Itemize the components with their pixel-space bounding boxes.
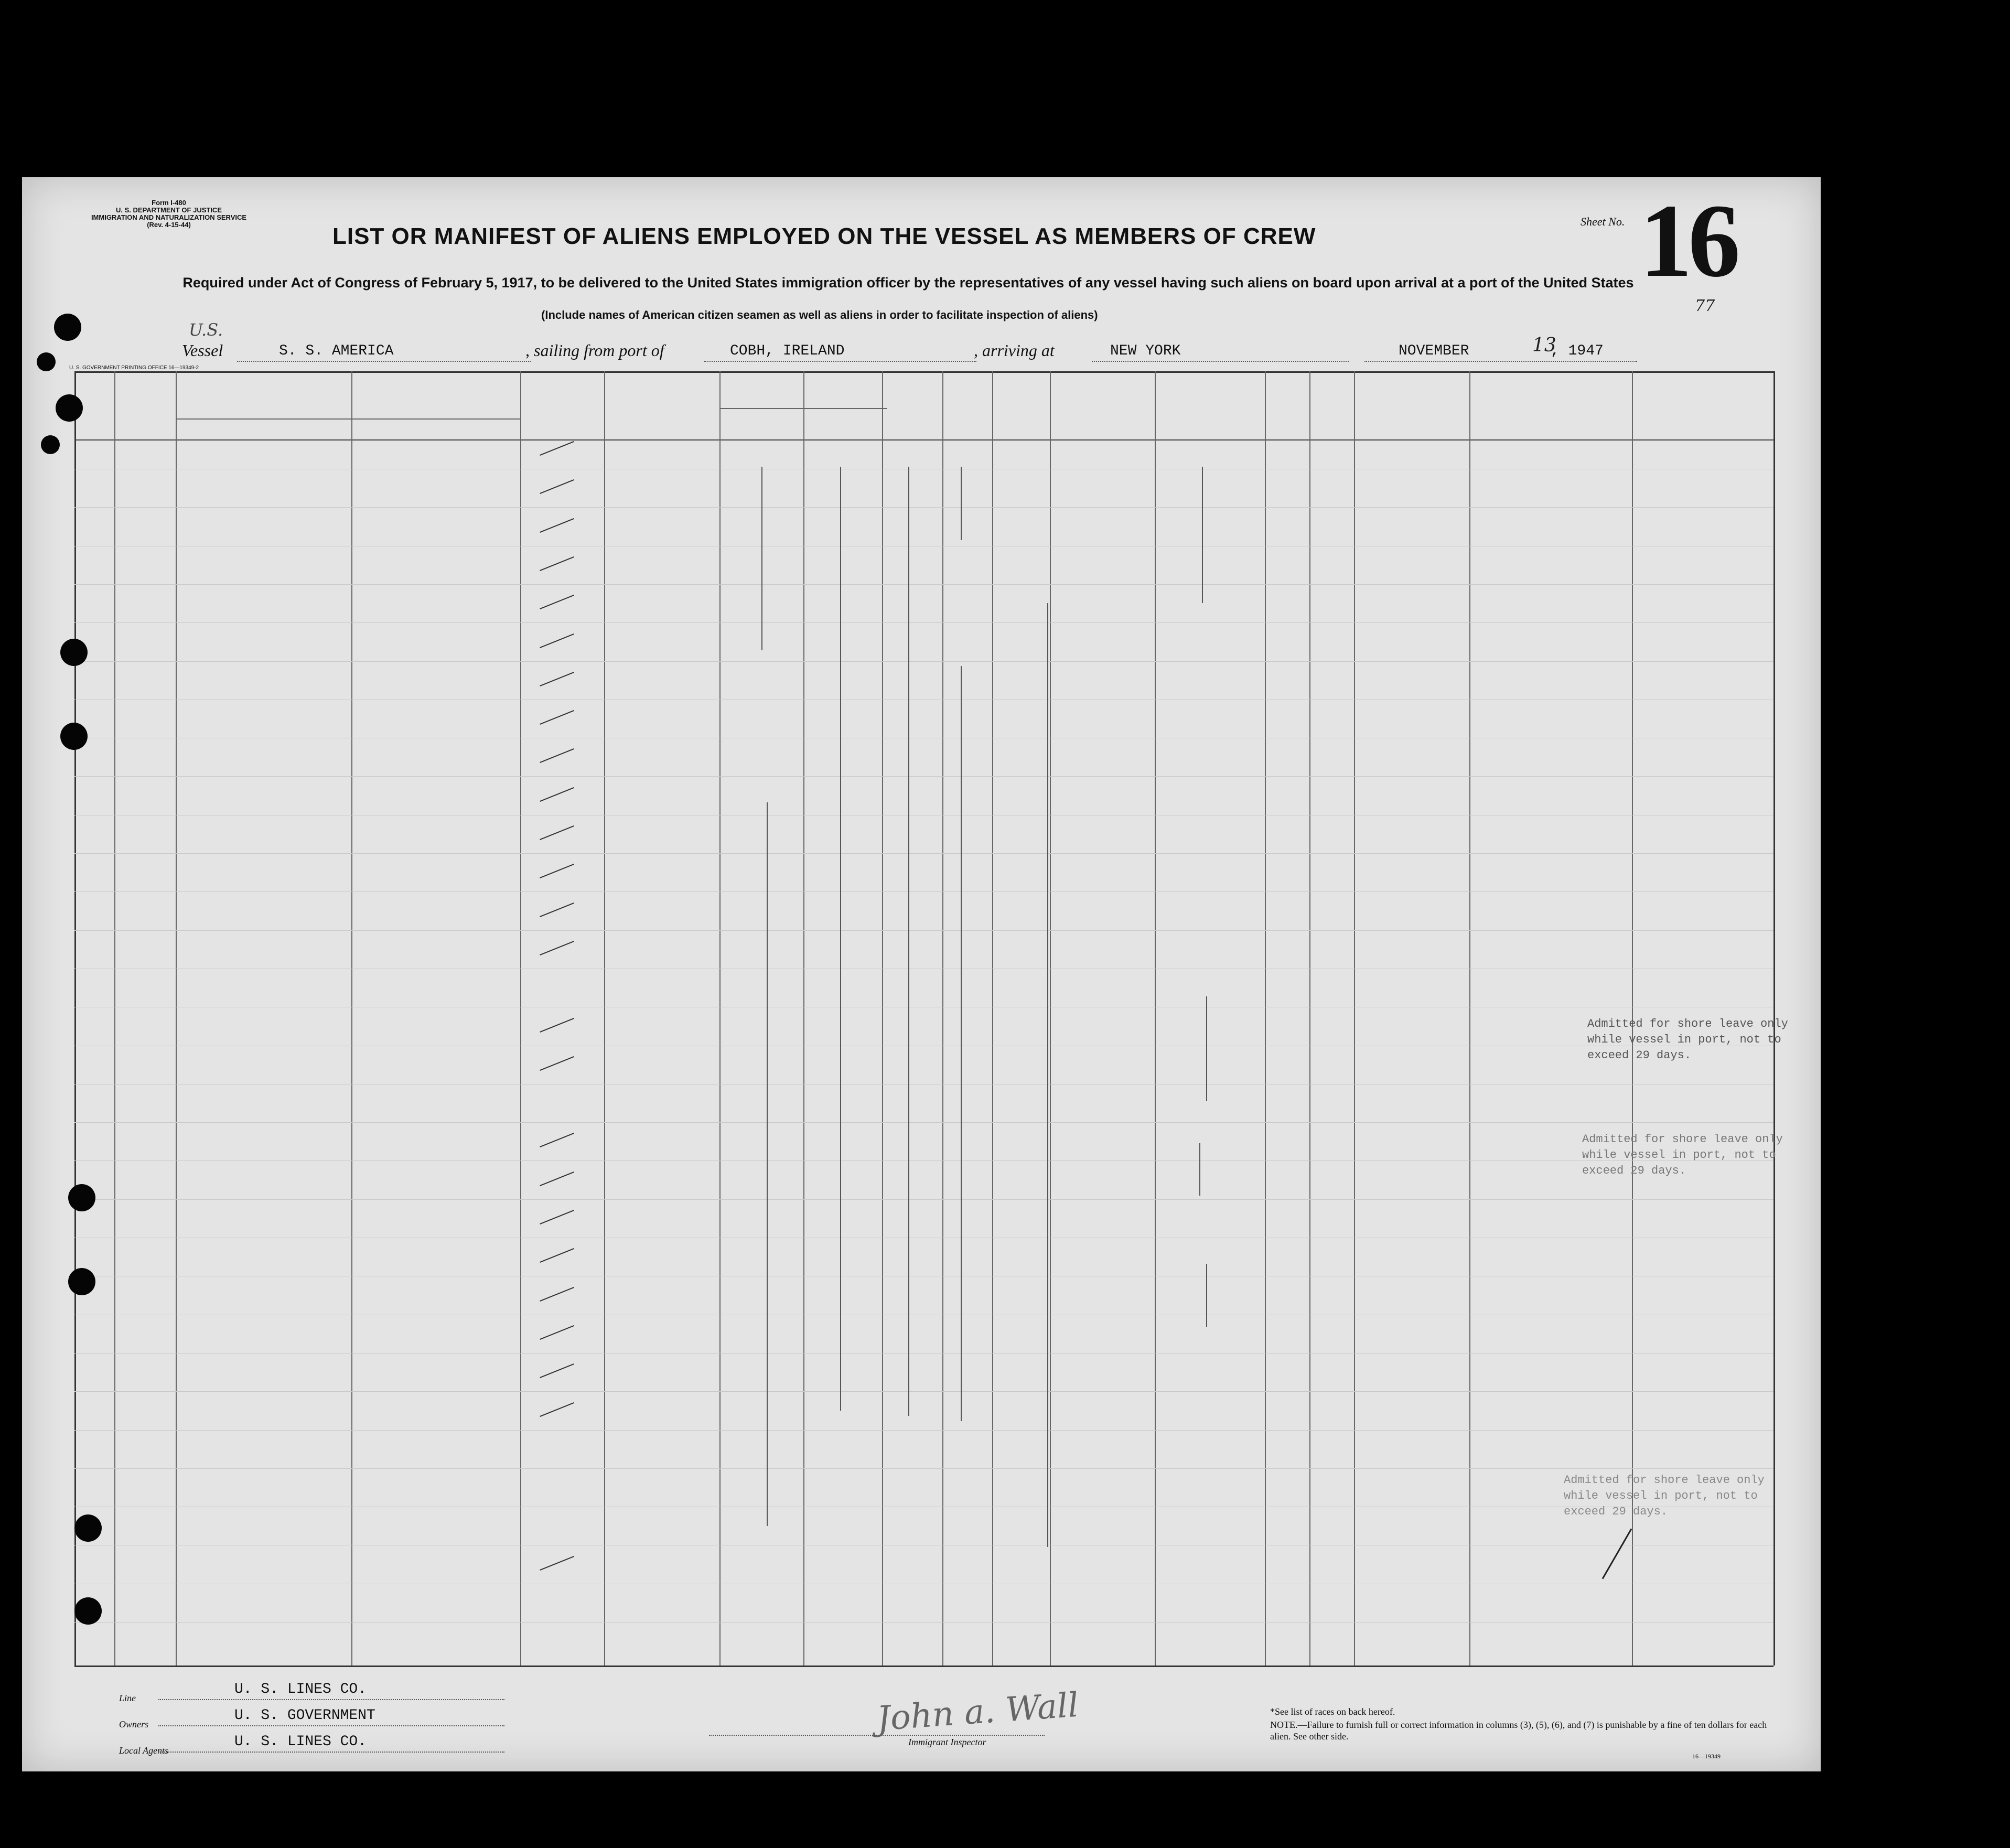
sheet-number: 16 [1640,183,1736,299]
punch-hole [74,1514,102,1542]
ditto-mark [1047,603,1048,1547]
punch-hole [60,723,88,750]
punch-hole [37,352,56,371]
punch-hole [56,394,83,422]
column-rule [1354,371,1355,1666]
length-of-service-dash [540,672,574,686]
form-code: 16—19349 [1692,1753,1721,1760]
length-of-service-dash [540,1056,574,1071]
ditto-mark [767,802,768,1526]
remarks-stamp: Admitted for shore leave only while vessel in port, not to exceed 29 days. [1582,1133,1783,1177]
owners-value: U. S. GOVERNMENT [234,1707,375,1724]
length-of-service-dash [540,633,574,648]
vessel-mark: U.S. [189,320,223,340]
printing-office-note: U. S. GOVERNMENT PRINTING OFFICE 16—19349-2 [69,365,199,371]
row-rule [74,1622,1773,1623]
column-rule [114,371,115,1666]
row-rule [74,853,1773,854]
length-of-service-dash [540,748,574,763]
length-of-service-dash [540,1287,574,1302]
length-of-service-dash [540,710,574,725]
table-top-rule [74,371,1773,373]
form-number: Form I-480 [152,199,186,207]
column-rule [1265,371,1266,1666]
name-subhead-rule [176,418,520,420]
length-of-service-dash [540,479,574,494]
port-to: NEW YORK [1110,343,1181,359]
column-rule [942,371,943,1666]
document-subtitle-note: (Include names of American citizen seamen as well as aliens in order to facilitate inspection of aliens) [541,308,1098,321]
ditto-mark [1202,467,1203,603]
column-rule [882,371,883,1666]
length-of-service-dash [540,441,574,456]
length-of-service-dash [540,902,574,917]
column-rule [1309,371,1310,1666]
row-rule [74,1430,1773,1431]
row-rule [74,1391,1773,1392]
length-of-service-dash [540,518,574,533]
port-from: COBH, IRELAND [730,343,845,359]
vessel-label: Vessel [182,341,223,360]
length-of-service-dash [540,787,574,802]
ditto-mark [961,467,962,540]
vessel-name: S. S. AMERICA [279,343,394,359]
inspector-signature: John a. Wall [875,1685,1080,1739]
column-rule [992,371,993,1666]
column-rule [74,371,76,1666]
ditto-mark [908,467,909,1416]
row-rule [74,1199,1773,1200]
ditto-mark [1206,1264,1207,1327]
length-of-service-dash [540,825,574,840]
document-subtitle: Required under Act of Congress of February 5, 1917, to be delivered to the United States immigration officer by the representatives of any vessel having such aliens on board upon arrival at a port of the United States [182,275,1634,291]
shipped-subhead-rule [719,408,887,409]
agents-label: Local Agents [119,1745,169,1756]
owners-label: Owners [119,1719,149,1729]
column-rule [520,371,521,1666]
punch-hole [60,639,88,666]
line-underline [158,1699,504,1700]
column-rule [351,371,352,1666]
owners-underline [158,1725,504,1726]
line-label: Line [119,1693,136,1703]
length-of-service-dash [540,1402,574,1416]
column-rule [803,371,804,1666]
table-bottom-rule [74,1666,1773,1667]
sailing-label: , sailing from port of [525,341,664,360]
line-value: U. S. LINES CO. [234,1681,367,1697]
column-rule [719,371,721,1666]
length-of-service-dash [540,1556,574,1571]
row-rule [74,1468,1773,1469]
row-rule [74,891,1773,892]
column-rule [1050,371,1051,1666]
department: U. S. DEPARTMENT OF JUSTICE [116,206,222,214]
crew-table [22,177,1821,1771]
row-rule [74,507,1773,508]
row-rule [74,622,1773,623]
document-title: LIST OR MANIFEST OF ALIENS EMPLOYED ON THE VESSEL AS MEMBERS OF CREW [332,223,1316,249]
length-of-service-dash [540,1363,574,1378]
remarks-stamp: Admitted for shore leave only while vessel in port, not to exceed 29 days. [1564,1474,1765,1518]
arrival-day: 13 [1532,335,1556,356]
column-rule [1155,371,1156,1666]
column-rule [604,371,605,1666]
arrival-year: , 1947 [1551,343,1604,359]
length-of-service-dash [540,556,574,571]
punch-hole [54,314,81,341]
sheet-label: Sheet No. [1581,215,1625,228]
form-revision: (Rev. 4-15-44) [147,221,191,229]
length-of-service-dash [540,1248,574,1263]
agents-value: U. S. LINES CO. [234,1734,367,1750]
punch-hole [41,435,60,454]
arriving-label: , arriving at [974,341,1055,360]
length-of-service-dash [540,1133,574,1147]
row-rule [74,776,1773,777]
ditto-mark [1199,1143,1200,1196]
table-header-rule [74,439,1773,440]
agents-underline [158,1752,504,1753]
arrival-month: NOVEMBER [1399,343,1469,359]
row-rule [74,584,1773,585]
length-of-service-dash [540,1325,574,1340]
length-of-service-dash [540,864,574,878]
inspector-label: Immigrant Inspector [908,1737,986,1747]
ditto-mark [1206,996,1207,1101]
column-rule [176,371,177,1666]
ditto-mark [840,467,841,1411]
service-name: IMMIGRATION AND NATURALIZATION SERVICE [91,213,247,221]
punch-hole [74,1597,102,1625]
punch-hole [68,1184,95,1211]
length-of-service-dash [540,1017,574,1032]
ditto-mark [761,467,762,650]
penalty-note: NOTE.—Failure to furnish full or correct information in columns (3), (5), (6), and (7) is punishable by a fine of ten dollars for each alien. See other side. [1270,1720,1767,1742]
manifest-sheet [22,177,1821,1771]
punch-hole [68,1268,95,1295]
row-rule [74,661,1773,662]
length-of-service-dash [540,1172,574,1186]
row-rule [74,930,1773,931]
row-rule [74,1122,1773,1123]
ditto-mark [961,666,962,1421]
length-of-service-dash [540,941,574,955]
length-of-service-dash [540,595,574,609]
remarks-stamp: Admitted for shore leave only while vessel in port, not to exceed 29 days. [1587,1017,1788,1062]
signature-underline [709,1735,1045,1736]
length-of-service-dash [540,1210,574,1224]
column-rule [1469,371,1470,1666]
races-note: *See list of races on back hereof. [1270,1706,1395,1717]
sheet-mark: 77 [1695,297,1715,315]
